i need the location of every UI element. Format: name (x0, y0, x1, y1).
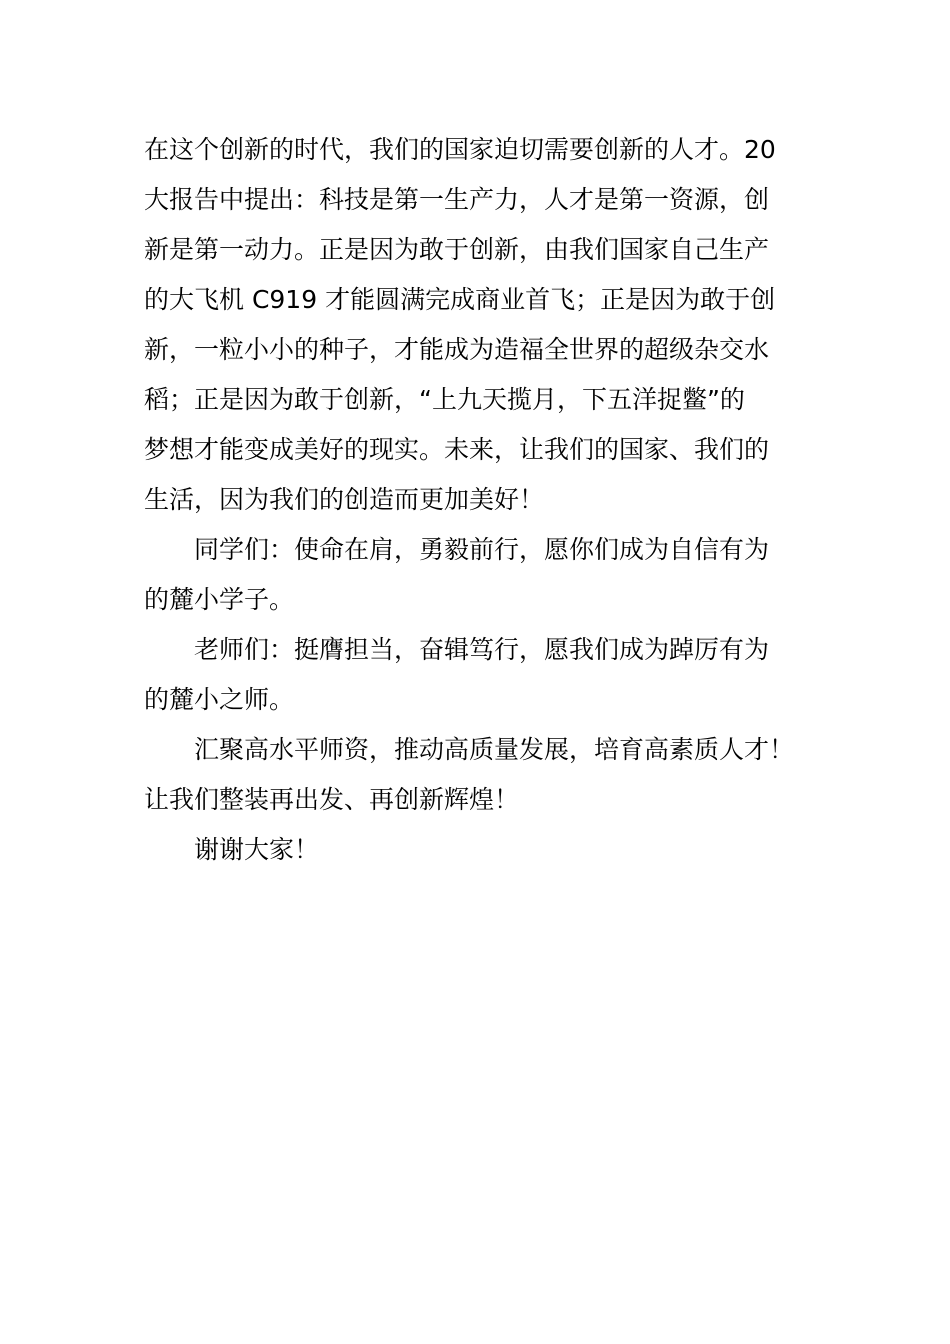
text-line: 老师们：挺膺担当，奋辑笃行，愿我们成为踔厉有为 (194, 635, 770, 664)
text-line: 新是第一动力。正是因为敢于创新，由我们国家自己生产 (144, 235, 770, 264)
text-line: 新，一粒小小的种子，才能成为造福全世界的超级杂交水 (144, 335, 770, 364)
text-line: 的麓小之师。 (144, 685, 295, 714)
paragraph-thanks (144, 825, 808, 875)
paragraph-students (144, 525, 808, 625)
paragraph-innovation (144, 125, 808, 525)
text-line: 汇聚高水平师资，推动高质量发展，培育高素质人才！ (194, 735, 795, 764)
text-line: 让我们整装再出发、再创新辉煌！ (144, 785, 520, 814)
text-line: 谢谢大家！ (194, 835, 320, 864)
document-body (144, 125, 808, 875)
text-line: 在这个创新的时代，我们的国家迫切需要创新的人才。20 (144, 135, 776, 164)
text-line: 大报告中提出：科技是第一生产力，人才是第一资源，创 (144, 185, 770, 214)
paragraph-teachers (144, 625, 808, 725)
text-line: 梦想才能变成美好的现实。未来，让我们的国家、我们的 (144, 435, 770, 464)
text-line: 生活，因为我们的创造而更加美好！ (144, 485, 545, 514)
text-line: 稻；正是因为敢于创新，“上九天揽月，下五洋捉鳖”的 (144, 385, 745, 414)
text-line: 同学们：使命在肩，勇毅前行，愿你们成为自信有为 (194, 535, 770, 564)
paragraph-call-to-action (144, 725, 808, 825)
text-line: 的麓小学子。 (144, 585, 295, 614)
text-line: 的大飞机 C919 才能圆满完成商业首飞；正是因为敢于创 (144, 285, 776, 314)
